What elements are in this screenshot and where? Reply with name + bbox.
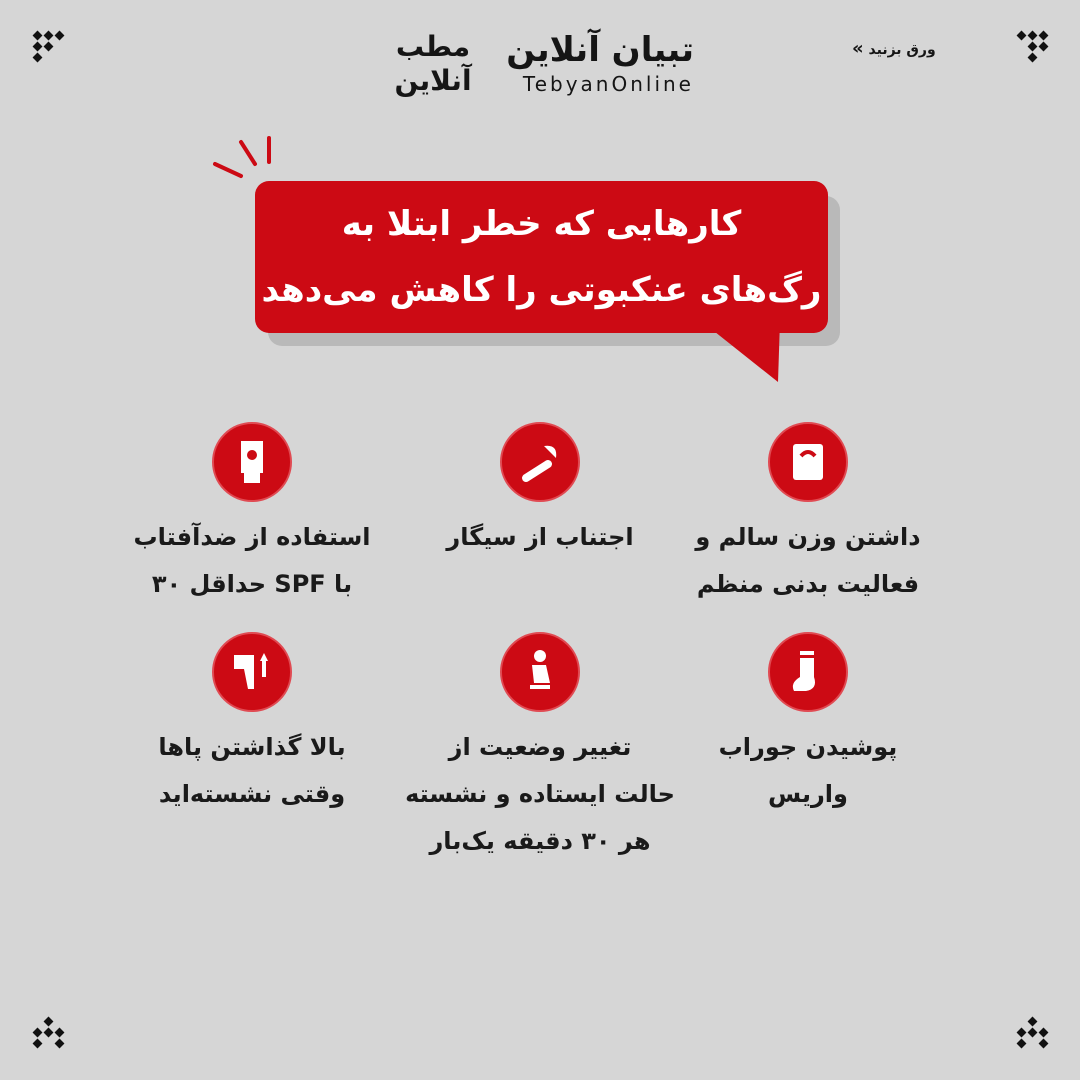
title-bubble bbox=[255, 181, 828, 333]
sock-icon bbox=[768, 632, 848, 712]
tip-text-line: وقتی نشسته‌اید bbox=[158, 780, 346, 808]
tip-text-line: واریس bbox=[768, 780, 848, 808]
matab-online-logo bbox=[386, 30, 480, 98]
title-line-1: کارهایی که خطر ابتلا به bbox=[341, 204, 742, 244]
tebyan-logo-fa: تبیان آنلاین bbox=[506, 30, 694, 70]
tip-item bbox=[658, 422, 958, 608]
tip-item bbox=[390, 632, 690, 865]
tip-text-line: فعالیت بدنی منظم bbox=[696, 570, 920, 598]
corner-ornament-icon bbox=[32, 30, 66, 64]
tip-item bbox=[658, 632, 958, 818]
tip-text-line: پوشیدن جوراب bbox=[718, 733, 898, 761]
cigarette-icon bbox=[500, 422, 580, 502]
sitting-person-icon bbox=[500, 632, 580, 712]
title-line-2: رگ‌های عنکبوتی را کاهش می‌دهد bbox=[261, 270, 822, 310]
double-chevron-icon: » bbox=[852, 38, 864, 59]
tip-text-line: حالت ایستاده و نشسته bbox=[405, 780, 675, 808]
matab-logo-line1: مطب bbox=[395, 30, 471, 63]
corner-ornament-icon bbox=[1016, 1016, 1050, 1050]
tip-item bbox=[102, 422, 402, 608]
tip-item bbox=[102, 632, 402, 818]
tebyan-logo bbox=[494, 30, 694, 96]
weight-scale-icon bbox=[768, 422, 848, 502]
swipe-hint[interactable] bbox=[852, 38, 936, 59]
tip-text-line: بالا گذاشتن پاها bbox=[158, 733, 346, 761]
tip-item bbox=[390, 422, 690, 561]
matab-logo-line2: آنلاین bbox=[394, 64, 472, 97]
sunscreen-icon bbox=[212, 422, 292, 502]
tip-text-line: استفاده از ضدآفتاب bbox=[133, 523, 371, 551]
tip-text-line: داشتن وزن سالم و bbox=[695, 523, 921, 551]
tip-text-line: با SPF حداقل ۳۰ bbox=[151, 570, 353, 598]
corner-ornament-icon bbox=[32, 1016, 66, 1050]
corner-ornament-icon bbox=[1016, 30, 1050, 64]
tebyan-logo-en: TebyanOnline bbox=[522, 72, 694, 96]
raised-legs-icon bbox=[212, 632, 292, 712]
swipe-label: ورق بزنید bbox=[868, 42, 936, 58]
tip-text-line: تغییر وضعیت از bbox=[448, 733, 632, 761]
tip-text-line: اجتناب از سیگار bbox=[446, 523, 634, 551]
tip-text-line: هر ۳۰ دقیقه یک‌بار bbox=[429, 827, 651, 855]
